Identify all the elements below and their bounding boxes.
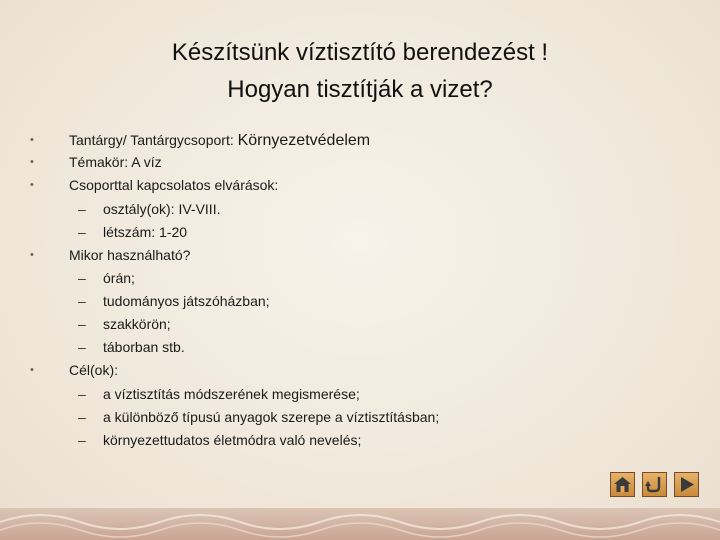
dash-marker: – (78, 432, 86, 448)
sub-item-usage: szakkörön; (103, 316, 171, 332)
dash-marker: – (78, 409, 86, 425)
sub-item-goal: a víztisztítás módszerének megismerése; (103, 386, 360, 402)
dash-marker: – (78, 224, 86, 240)
bottom-decor-band (0, 508, 720, 540)
list-item-goals: Cél(ok): (69, 362, 119, 378)
home-icon (613, 476, 632, 493)
slide-title (60, 34, 660, 108)
dash-marker: – (78, 316, 86, 332)
dash-marker: – (78, 201, 86, 217)
play-icon (678, 476, 695, 493)
sub-item-usage: órán; (103, 270, 135, 286)
return-icon (645, 475, 664, 494)
title-line-1: Készítsünk víztisztító berendezést ! (171, 39, 549, 66)
subject-value: Környezetvédelem (237, 132, 371, 149)
title-line-2: Hogyan tisztítják a vizet? (227, 76, 493, 103)
bullet-marker: • (30, 179, 34, 191)
sub-item-goal: környezettudatos életmódra való nevelés; (103, 432, 362, 448)
list-item-subject (69, 130, 370, 151)
dash-marker: – (78, 386, 86, 402)
bullet-marker: • (30, 156, 34, 168)
list-item-when-usable: Mikor használható? (69, 247, 191, 263)
sub-item-usage: táborban stb. (103, 339, 185, 355)
bullet-marker: • (30, 134, 34, 146)
sub-item-classes: osztály(ok): IV-VIII. (103, 201, 221, 217)
list-item-group-requirements: Csoporttal kapcsolatos elvárások: (69, 177, 279, 193)
sub-item-usage: tudományos játszóházban; (103, 293, 270, 309)
play-button[interactable] (674, 472, 699, 497)
list-item-topic: Témakör: A víz (69, 154, 162, 170)
sub-item-goal: a különböző típusú anyagok szerepe a víztisztításban; (103, 409, 440, 425)
dash-marker: – (78, 270, 86, 286)
subject-label: Tantárgy/ Tantárgycsoport: (69, 132, 238, 148)
home-button[interactable] (610, 472, 635, 497)
dash-marker: – (78, 293, 86, 309)
sub-item-headcount: létszám: 1-20 (103, 224, 188, 240)
dash-marker: – (78, 339, 86, 355)
bullet-marker: • (30, 364, 34, 376)
return-button[interactable] (642, 472, 667, 497)
bullet-marker: • (30, 249, 34, 261)
